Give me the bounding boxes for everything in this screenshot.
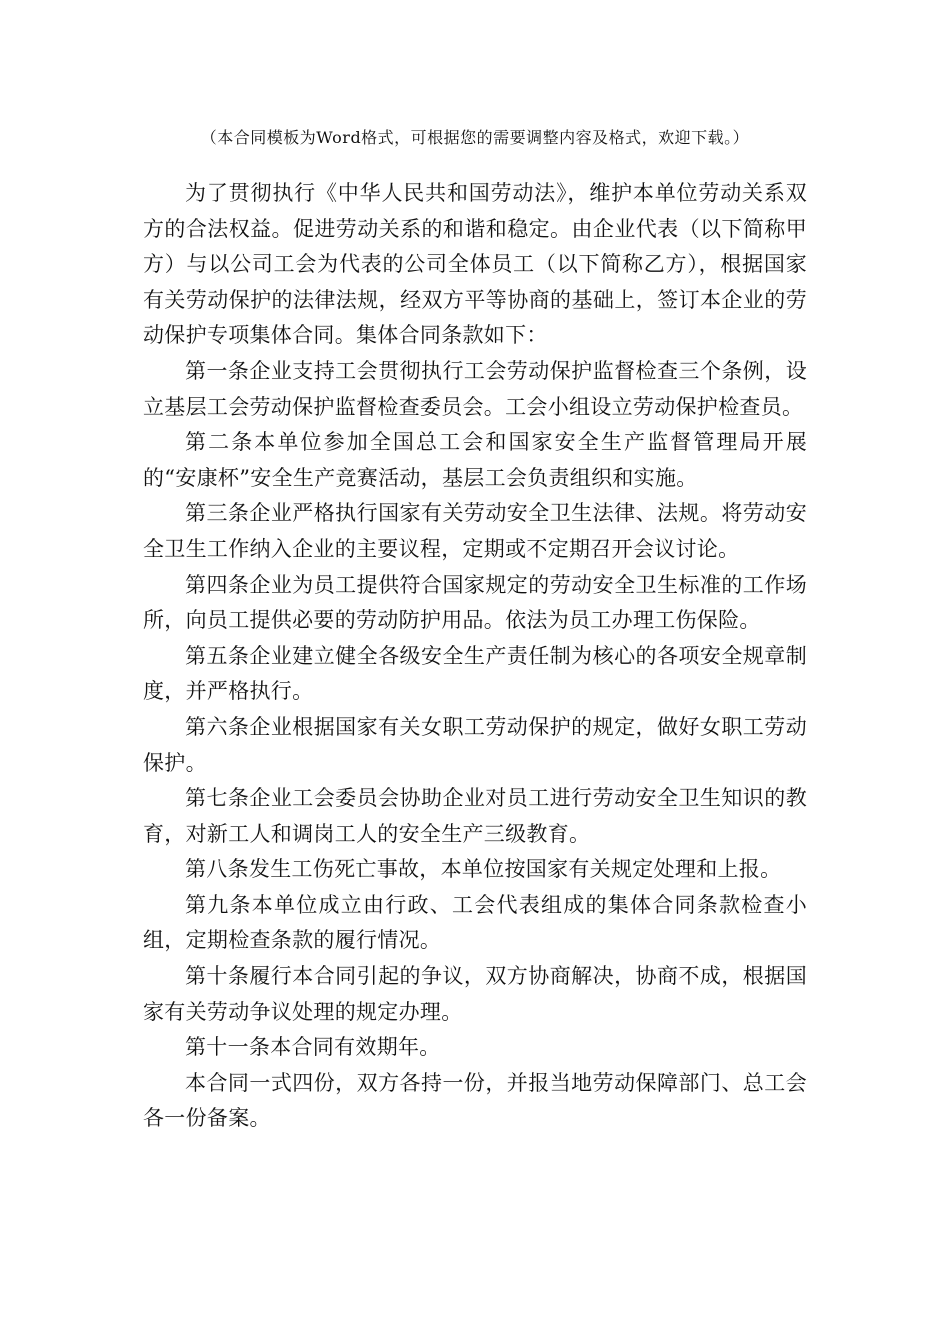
closing-paragraph: 本合同一式四份，双方各持一份，并报当地劳动保障部门、总工会各一份备案。	[143, 1070, 807, 1131]
contract-body	[143, 176, 807, 1137]
article-10-paragraph: 第十条履行本合同引起的争议，双方协商解决，协商不成，根据国家有关劳动争议处理的规定办理。	[143, 964, 807, 1024]
article-2-paragraph: 第二条本单位参加全国总工会和国家安全生产监督管理局开展的“安康杯”安全生产竞赛活动，基层工会负责组织和实施。	[143, 430, 807, 490]
article-9-paragraph: 第九条本单位成立由行政、工会代表组成的集体合同条款检查小组，定期检查条款的履行情况。	[143, 892, 807, 953]
article-1-paragraph: 第一条企业支持工会贯彻执行工会劳动保护监督检查三个条例，设立基层工会劳动保护监督检查委员会。工会小组设立劳动保护检查员。	[143, 358, 807, 419]
article-3-paragraph: 第三条企业严格执行国家有关劳动安全卫生法律、法规。将劳动安全卫生工作纳入企业的主要议程，定期或不定期召开会议讨论。	[143, 501, 807, 561]
article-11-paragraph: 第十一条本合同有效期年。	[185, 1035, 441, 1060]
article-4-paragraph: 第四条企业为员工提供符合国家规定的劳动安全卫生标准的工作场所，向员工提供必要的劳动防护用品。依法为员工办理工伤保险。	[143, 572, 807, 633]
template-note: （本合同模板为Word格式，可根据您的需要调整内容及格式，欢迎下载。）	[200, 128, 750, 147]
article-5-paragraph: 第五条企业建立健全各级安全生产责任制为核心的各项安全规章制度，并严格执行。	[143, 643, 807, 704]
article-6-paragraph: 第六条企业根据国家有关女职工劳动保护的规定，做好女职工劳动保护。	[143, 714, 807, 775]
article-7-paragraph: 第七条企业工会委员会协助企业对员工进行劳动安全卫生知识的教育，对新工人和调岗工人的安全生产三级教育。	[143, 786, 807, 846]
preamble-paragraph: 为了贯彻执行《中华人民共和国劳动法》，维护本单位劳动关系双方的合法权益。促进劳动关系的和谐和稳定。由企业代表（以下简称甲方）与以公司工会为代表的公司全体员工（以下简称乙方），根据国家有关劳动保护的法律法规，经双方平等协商的基础上，签订本企业的劳动保护专项集体合同。集体合同条款如下：	[143, 181, 807, 348]
article-8-paragraph: 第八条发生工伤死亡事故，本单位按国家有关规定处理和上报。	[185, 857, 782, 882]
